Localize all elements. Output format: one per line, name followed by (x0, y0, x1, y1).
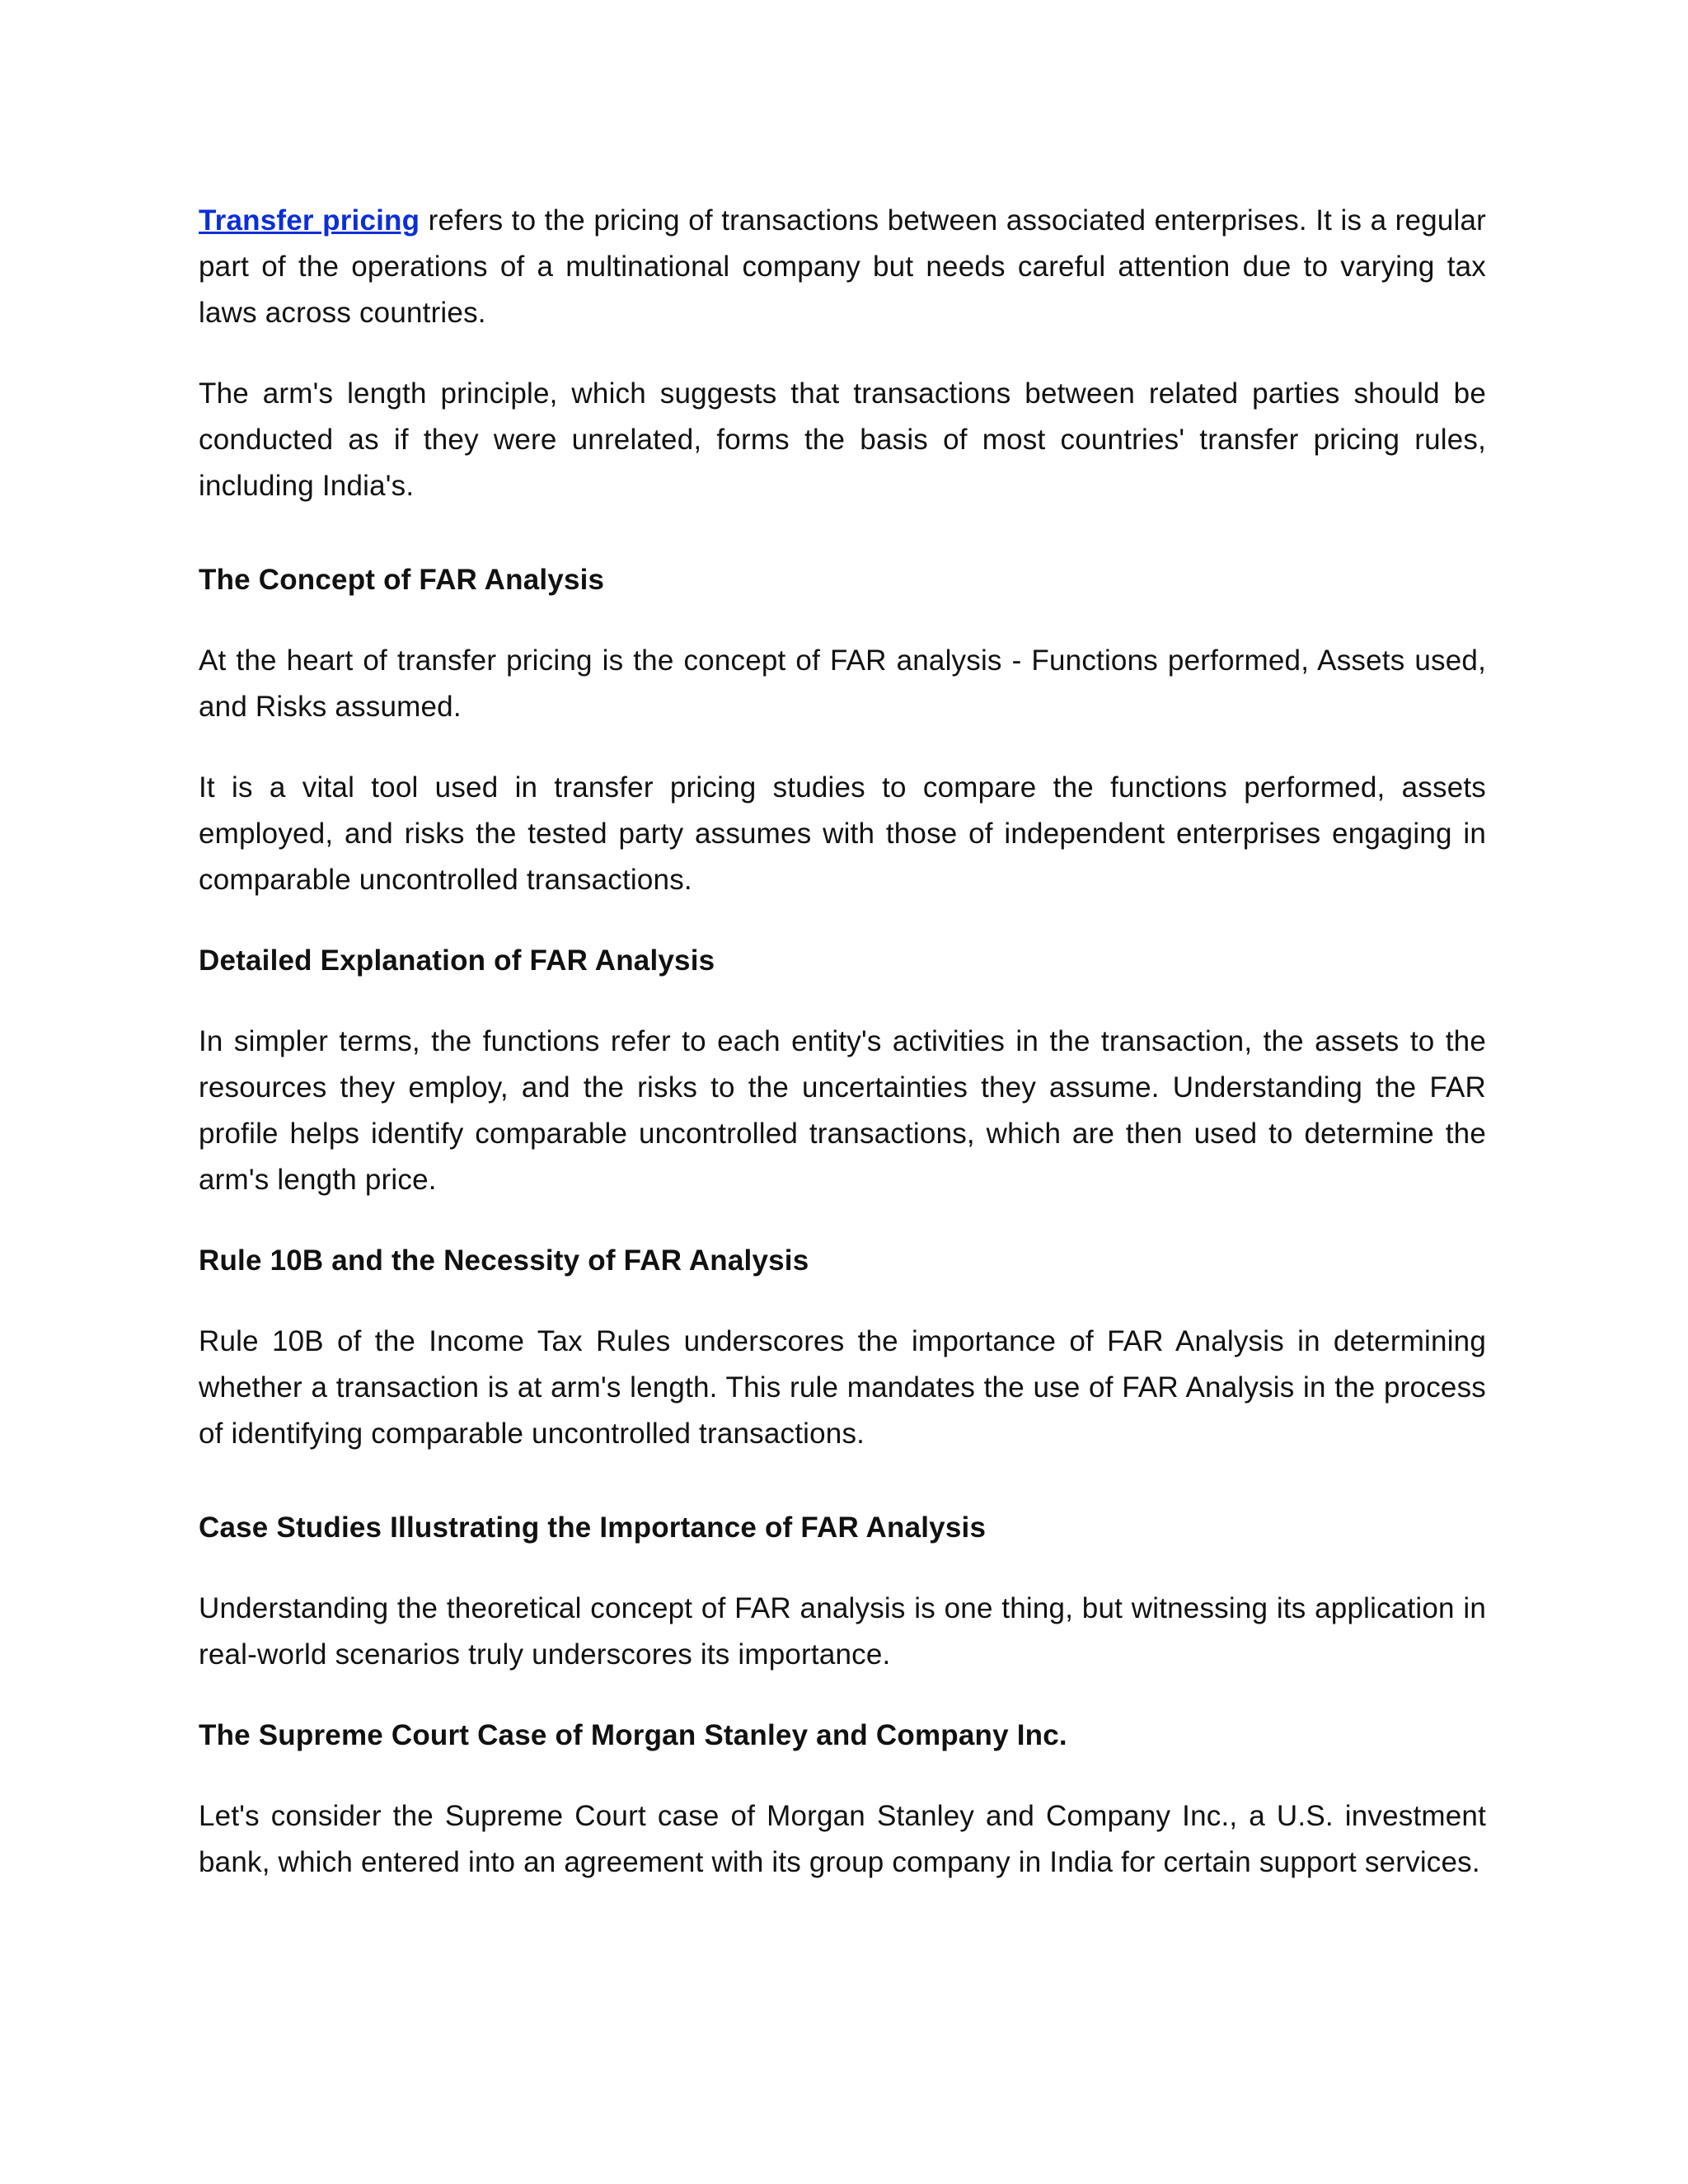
heading-concept-far: The Concept of FAR Analysis (199, 564, 605, 596)
intro-text: refers to the pricing of transactions between associated enterprises. It is a regular part of the operations of a multinational company but needs careful attention due to varying tax laws across countries. (199, 204, 1487, 329)
simpler-terms-paragraph: In simpler terms, the functions refer to each entity's activities in the transaction, the assets to the resources they employ, and the risks to the uncertainties they assume. Understanding the FAR profile helps identify comparable uncontrolled transactions, which are then used to determine the arm's length price. (199, 1025, 1486, 1196)
heading-supreme-court-case: The Supreme Court Case of Morgan Stanley and Company Inc. (199, 1719, 1067, 1751)
arms-length-paragraph: The arm's length principle, which suggests that transactions between related parties should be conducted as if they were unrelated, forms the basis of most countries' transfer pricing rules, including India's. (199, 377, 1486, 502)
heart-paragraph: At the heart of transfer pricing is the concept of FAR analysis - Functions performed, Assets used, and Risks assumed. (199, 644, 1486, 723)
case-studies-paragraph: Understanding the theoretical concept of FAR analysis is one thing, but witnessing its application in real-world scenarios truly underscores its importance. (199, 1592, 1486, 1671)
heading-rule-10b: Rule 10B and the Necessity of FAR Analysis (199, 1244, 809, 1277)
heading-case-studies: Case Studies Illustrating the Importance of FAR Analysis (199, 1511, 987, 1544)
rule-10b-paragraph: Rule 10B of the Income Tax Rules underscores the importance of FAR Analysis in determining whether a transaction is at arm's length. This rule mandates the use of FAR Analysis in the process of identifying comparable uncontrolled transactions. (199, 1325, 1486, 1450)
document-body (199, 198, 1486, 1886)
intro-paragraph (199, 198, 1486, 336)
vital-tool-paragraph: It is a vital tool used in transfer pricing studies to compare the functions performed, assets employed, and risks the tested party assumes with those of independent enterprises engaging in comparable uncontrolled transactions. (199, 771, 1486, 896)
supreme-court-paragraph: Let's consider the Supreme Court case of Morgan Stanley and Company Inc., a U.S. investment bank, which entered into an agreement with its group company in India for certain support services. (199, 1800, 1486, 1878)
transfer-pricing-link[interactable]: Transfer pricing (199, 204, 420, 237)
heading-detailed-far: Detailed Explanation of FAR Analysis (199, 944, 715, 977)
